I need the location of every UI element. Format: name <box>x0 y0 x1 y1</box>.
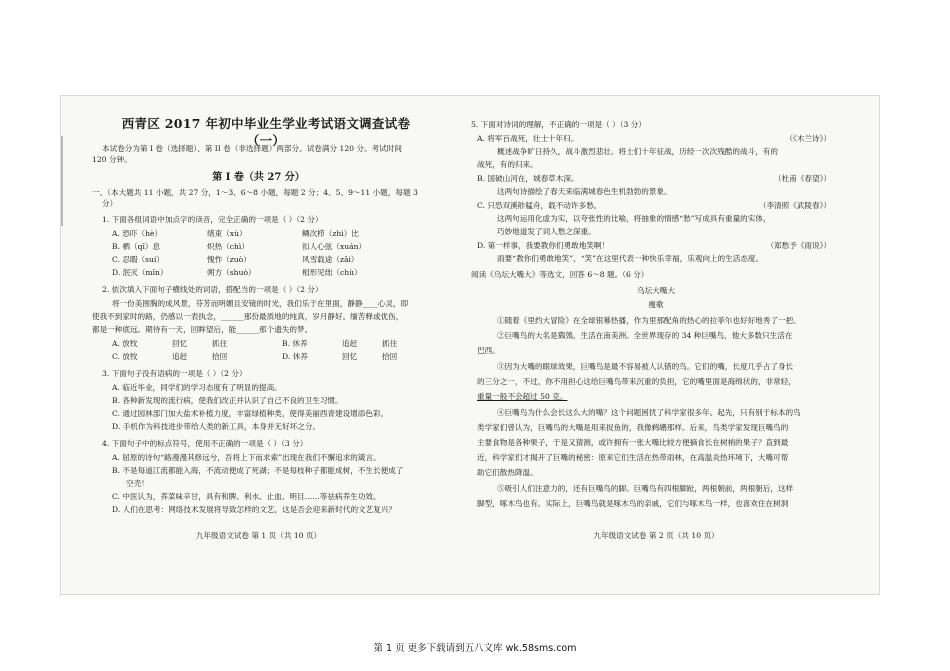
intro-line-2: 120 分钟。 <box>92 155 132 164</box>
article-title: 乌坛大嘴大 <box>637 286 675 295</box>
intro-line-1: 本试卷分为第 I 卷（选择题）、第 II 卷（非选择题）两部分。试卷满分 120 分。考试时间 <box>102 144 402 153</box>
q2-row-1 <box>86 339 431 349</box>
option-text: 相形见绌（chù） <box>302 268 362 277</box>
q2-passage-1: 将一份美围胸的成风景，芬芳而明媚且安镜的时光，我们乐于在里面，静静____心灵，即 <box>112 299 409 308</box>
option-text: 朔方（shuò） <box>207 268 256 277</box>
question-2: 2. 依次填入下面句子横线处的词语，搭配当的一项是（ ）（2 分） <box>102 285 323 294</box>
option-text: 追赶 <box>172 352 188 361</box>
q5-option-d-note: 雨要“教你们勇敢地笑”，“笑”在这里代表一种快乐幸福，乐观向上的生活态度。 <box>497 254 764 263</box>
reading-instruction: 阅读《乌坛大嘴大》等选文，回答 6～8 题。（6 分） <box>471 270 649 279</box>
q2-passage-3: 都是一种底远。期待有一天，回眸望后，能______那个遗失的梦。 <box>92 325 313 334</box>
paragraph-4-cont-1: 类学家们曾认为，巨嘴鸟的大嘴是用来捉鱼的，我像鹈鹕那样。后来，鸟类学家发现巨嘴鸟的 <box>477 423 789 432</box>
section-heading: 第 I 卷（共 27 分） <box>212 172 305 183</box>
instruction-line-2: 分） <box>102 199 118 208</box>
paragraph-4-cont-3: 近，科学家们才揭开了巨嘴的秘密：原来它们生活在热带雨林，在高温炎热环境下，大嘴可帮 <box>477 453 789 462</box>
paragraph-4-cont-4: 助它们散热降温。 <box>477 468 538 477</box>
option-text: 拾回 <box>212 352 228 361</box>
paragraph-3: ③因为大嘴的眼球效果，巨嘴鸟是最不容易被人认错的鸟。它们的嘴，长度几乎占了身长 <box>497 362 794 371</box>
paragraph-2: ②巨嘴鸟的大名是鵎鵼，生活在南美洲。全世界现存的 34 种巨嘴鸟，他大多数只生活在 <box>497 331 793 340</box>
download-note: 第 1 页 更多下载请到五八文库 wk.58sms.com <box>373 643 577 654</box>
option-text: 炽热（chì） <box>207 242 249 251</box>
exam-title: 西青区 2017 年初中毕业生学业考试语文调查试卷（一） <box>121 116 411 148</box>
q5-option-c: C. 只恐双溪舴艋舟，载不动许多愁。 <box>477 201 602 210</box>
question-4: 4. 下面句子中的标点符号，使用不正确的一项是（ ）（3 分） <box>102 439 308 448</box>
option-text: C. 放牧 <box>112 352 138 361</box>
article-author: 瘦歌 <box>648 300 664 309</box>
page-1 <box>86 96 431 594</box>
paragraph-4-cont-2: 主要食物是各种果子，于是又猜测，或许拥有一张大嘴比较方便摘食长在树梢的果子？直到最 <box>477 438 789 447</box>
q3-option-c: C. 通过园林部门加大盐术补植力度，丰富绿植种类，使得美丽西青建设增添色彩。 <box>112 409 389 418</box>
q5-option-b-note: 这两句诗描绘了春天来临满城春色生机勃勃的景象。 <box>497 187 672 196</box>
option-text: 扣人心弦（xuán） <box>302 242 367 251</box>
option-text: C. 忍暇（suí） <box>112 255 164 264</box>
paragraph-2-cont: 巴西。 <box>477 346 500 355</box>
q5-option-a-note: 概述战争旷日持久，战斗激烈悲壮。将士们十年征战，历经一次次残酷的战斗，有的 <box>497 147 778 156</box>
paragraph-5: ⑤吸引人们注意力的，还有巨嘴鸟的脚。巨嘴鸟有四根脚趾，两根朝前，两根朝后，这样 <box>497 484 794 493</box>
q4-option-c: C. 中医认为，荞菜味辛甘，具有和脾、利水、止血、明目……等祛病养生功效。 <box>112 492 381 501</box>
q5-option-d-source: （郑愁予《雨说》） <box>766 241 831 250</box>
q1-row-4 <box>86 268 431 278</box>
page-footer: 九年级语文试卷 第 1 页（共 10 页） <box>195 531 322 540</box>
q2-row-2 <box>86 352 431 362</box>
option-text: 绪束（xù） <box>207 229 247 238</box>
q1-row-2 <box>86 242 431 252</box>
q4-option-b-cont: 空壳！ <box>126 479 149 488</box>
question-3: 3. 下面句子没有语病的一项是（ ）（2 分） <box>102 369 247 378</box>
question-5: 5. 下面对诗词的理解，不正确的一项是（ ）（3 分） <box>471 120 646 129</box>
option-text: D. 休养 <box>282 352 308 361</box>
option-text: 回忆 <box>172 339 188 348</box>
option-text: 抓住 <box>382 339 398 348</box>
q3-option-a: A. 临近毕业，同学们的学习态度有了明显的提高。 <box>112 383 282 392</box>
q5-option-a-source: （《木兰诗》） <box>785 134 831 143</box>
option-text: 风雪载途（zǎi） <box>302 255 359 264</box>
q5-option-a: A. 将军百战死，壮士十年归。 <box>477 134 579 143</box>
page-2 <box>471 96 841 594</box>
page-footer: 九年级语文试卷 第 2 页（共 10 页） <box>593 531 719 540</box>
paragraph-3-cont-1: 的三分之一，不过，你不用担心这给巨嘴鸟带来沉重的负担，它的嘴里面是海绵状的，非常轻， <box>477 377 796 386</box>
option-text: 回忆 <box>342 352 358 361</box>
q4-option-d: D. 人们在思考：网络技术发展将导致怎样的文艺，这是否会迎来新时代的文艺复兴？ <box>112 505 397 514</box>
q5-option-c-note-cont: 巧妙地道发了词人愁之深重。 <box>497 227 596 236</box>
scanned-exam-sheet <box>60 95 880 595</box>
q5-option-b-source: （杜甫《春望》） <box>774 174 831 183</box>
q5-option-a-note-cont: 战死，有的归来。 <box>477 160 538 169</box>
paragraph-4: ④巨嘴鸟为什么会长这么大的嘴？这个问题困扰了科学家很多年。起先，只有别于标本的鸟 <box>497 408 801 417</box>
paragraph-1: ①随着《里约大冒险》在全球银幕热播，作为里那配角的热心的拉菲尔也好好地秀了一把。 <box>497 316 801 325</box>
q5-option-c-note: 这两句运用化虚为实，以夸张性的比喻，将抽象的情感“愁”写成具有重量的实体， <box>497 214 771 223</box>
option-text: D. 泯灭（mǐn） <box>112 268 168 277</box>
option-text: B. 休养 <box>282 339 308 348</box>
q4-option-b: B. 不是每道江流都能入海，不流动便成了死湖；不是每枝种子都能成树，不生长便成了 <box>112 466 404 475</box>
q5-option-c-source: （李清照《武陵春》） <box>758 201 831 210</box>
paragraph-5-cont: 脚型，啄木鸟也有。实际上，巨嘴鸟就是啄木鸟的亲戚，它们与啄木鸟一样，也喜欢住在树洞 <box>477 499 789 508</box>
q2-passage-2: 使我不到家时的路，仍感以一表执念，______那份最质地的纯真，岁月静好。缅苦释或优伤， <box>92 312 404 321</box>
q4-option-a: A. 屈原的诗句“路漫漫其修远兮，吾将上下而求索”出现在我们不懈追求的箴言。 <box>112 453 381 462</box>
option-text: A. 恐吓（hè） <box>112 229 163 238</box>
option-text: 愧怍（zuò） <box>207 255 251 264</box>
q5-option-b: B. 国破山河在，城春草木深。 <box>477 174 579 183</box>
option-text: B. 栖（qī）息 <box>112 242 161 251</box>
q5-option-d: D. 第一样事，我要教你们勇敢地笑啊！ <box>477 241 610 250</box>
q3-option-b: B. 各种新发现的流行病，使我们改正并认识了自己不良的卫生习惯。 <box>112 396 343 405</box>
paragraph-3-cont-2: 重量一般不会超过 50 克。 <box>477 392 568 401</box>
option-text: 抓住 <box>212 339 228 348</box>
question-1: 1. 下面各组词语中加点字的读音，完全正确的一项是（ ）（2 分） <box>102 215 323 224</box>
option-text: 追赶 <box>342 339 358 348</box>
binding-edge <box>61 136 63 226</box>
option-text: A. 放牧 <box>112 339 138 348</box>
q1-row-3 <box>86 255 431 265</box>
instruction-line-1: 一、（本大题共 11 小题，共 27 分，1～3、6～8 小题，每题 2 分；4、5、9～11 小题，每题 3 <box>92 188 418 197</box>
option-text: 拾回 <box>382 352 398 361</box>
q1-row-1 <box>86 229 431 239</box>
q3-option-d: D. 手机作为科技进步带给人类的新工具，本身并无好坏之分。 <box>112 422 321 431</box>
option-text: 鳞次栉（zhì）比 <box>302 229 359 238</box>
